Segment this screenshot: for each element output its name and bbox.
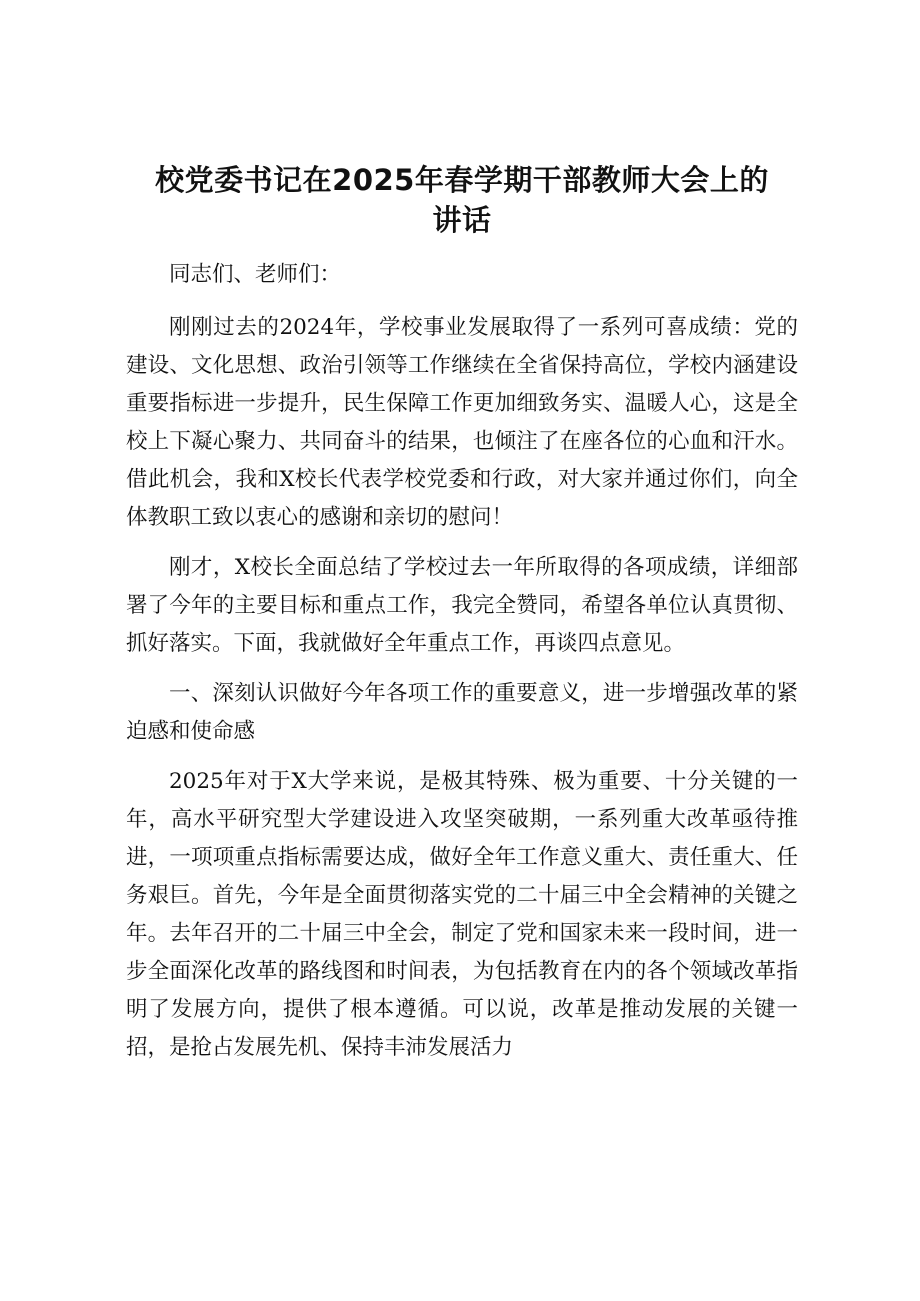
- paragraph-1: 刚刚过去的2024年，学校事业发展取得了一系列可喜成绩：党的建设、文化思想、政治引领等工作继续在全省保持高位，学校内涵建设重要指标进一步提升，民生保障工作更加细致务实、温暖人心，这是全校上下凝心聚力、共同奋斗的结果，也倾注了在座各位的心血和汗水。借此机会，我和X校长代表学校党委和行政，对大家并通过你们，向全体教职工致以衷心的感谢和亲切的慰问！: [126, 315, 798, 530]
- title-line-1: 校党委书记在2025年春学期干部教师大会上的: [155, 163, 769, 197]
- document-body: [126, 256, 798, 1067]
- document-title: [126, 160, 798, 240]
- paragraph-2: 刚才，X校长全面总结了学校过去一年所取得的各项成绩，详细部署了今年的主要目标和重点工作，我完全赞同，希望各单位认真贯彻、抓好落实。下面，我就做好全年重点工作，再谈四点意见。: [126, 555, 798, 656]
- greeting: 同志们、老师们：: [169, 262, 342, 287]
- title-line-2: 讲话: [432, 203, 492, 237]
- paragraph-3: 2025年对于X大学来说，是极其特殊、极为重要、十分关键的一年，高水平研究型大学建设进入攻坚突破期，一系列重大改革亟待推进，一项项重点指标需要达成，做好全年工作意义重大、责任重大、任务艰巨。首先，今年是全面贯彻落实党的二十届三中全会精神的关键之年。去年召开的二十届三中全会，制定了党和国家未来一段时间，进一步全面深化改革的路线图和时间表，为包括教育在内的各个领域改革指明了发展方向，提供了根本遵循。可以说，改革是推动发展的关键一招，是抢占发展先机、保持丰沛发展活力: [126, 769, 798, 1060]
- section-heading-1: 一、深刻认识做好今年各项工作的重要意义，进一步增强改革的紧迫感和使命感: [126, 681, 798, 744]
